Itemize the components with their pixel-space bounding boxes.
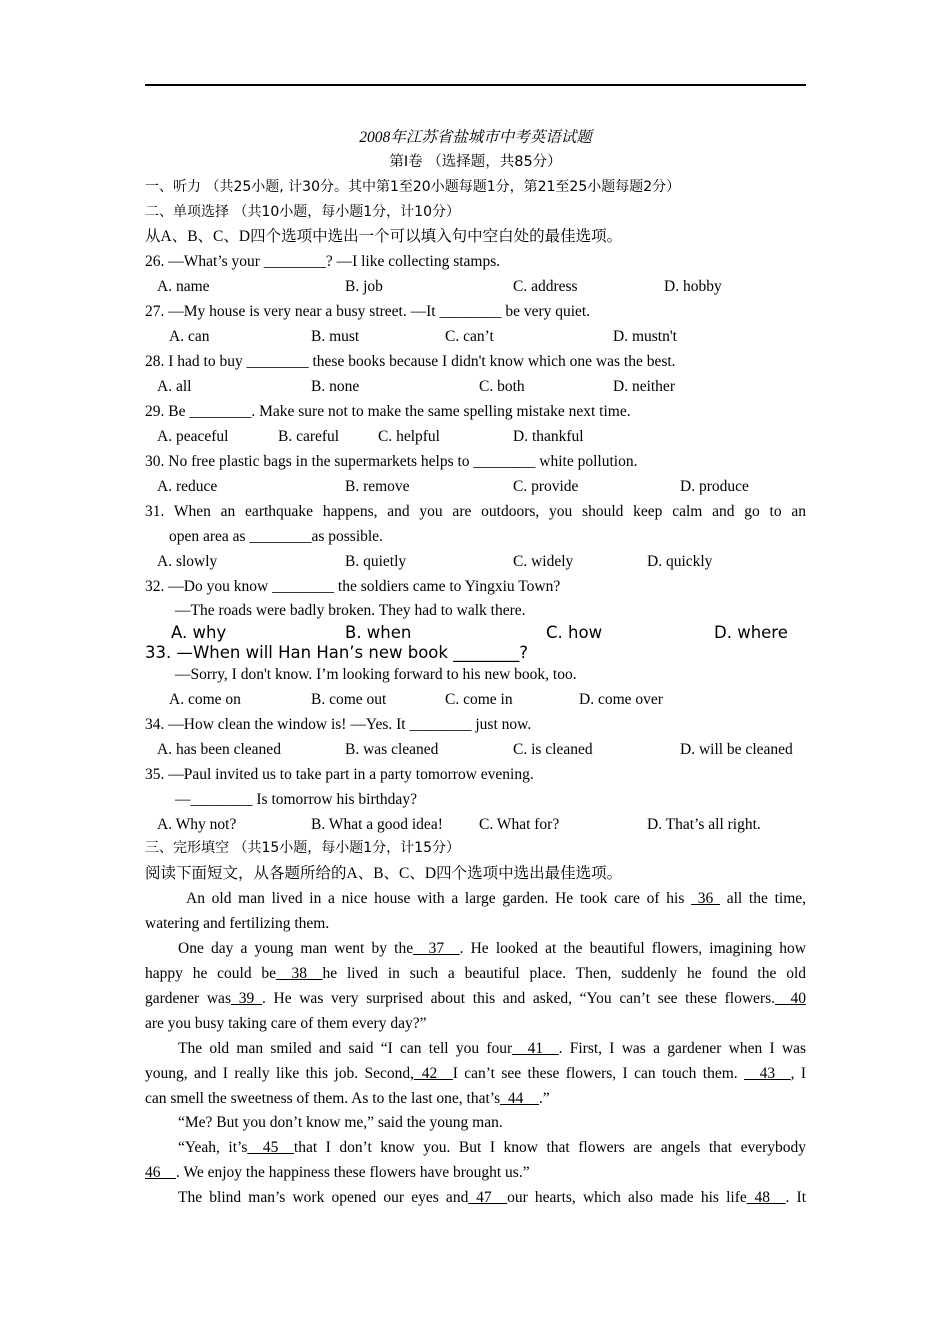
question-stem-continued: —The roads were badly broken. They had to walk there. [175, 602, 526, 619]
option: C. What for? [479, 816, 560, 833]
passage-line: happy he could be__38__he lived in such a beautiful place. Then, suddenly he found the old [145, 965, 806, 982]
option: B. must [311, 328, 360, 345]
option: B. was cleaned [345, 741, 439, 758]
option: B. none [311, 378, 360, 395]
option: D. produce [680, 478, 749, 495]
passage-line: are you busy taking care of them every day?” [145, 1015, 427, 1032]
passage-line: An old man lived in a nice house with a large garden. He took care of his 36 all the time, [186, 890, 807, 907]
option: A. slowly [157, 553, 218, 570]
option: A. name [157, 278, 210, 295]
page-title: 2008年江苏省盐城市中考英语试题 [359, 129, 592, 146]
question-stem: 32. —Do you know ________ the soldiers came to Yingxiu Town? [145, 578, 561, 595]
blank: __40 [775, 990, 806, 1007]
blank: _44__ [500, 1090, 539, 1107]
option: A. peaceful [157, 428, 229, 445]
section-cloze-instruction: 阅读下面短文，从各题所给的A、B、C、D四个选项中选出最佳选项。 [145, 865, 623, 882]
option: A. can [169, 328, 210, 345]
option: C. address [513, 278, 578, 295]
option: A. Why not? [157, 816, 237, 833]
question-stem-continued: —________ Is tomorrow his birthday? [175, 791, 417, 808]
option: C. both [479, 378, 525, 395]
option: B. What a good idea! [311, 816, 443, 833]
passage-line: “Yeah, it’s__45__that I don’t know you. But I know that flowers are angels that everybody [178, 1139, 807, 1156]
section-listening: 一、听力 （共25小题, 计30分。其中第1至20小题每题1分，第21至25小题每题2分） [145, 179, 681, 195]
blank: __37__ [413, 940, 460, 957]
section-cloze: 三、完形填空 （共15小题，每小题1分，计15分） [145, 840, 460, 856]
option: C. can’t [445, 328, 494, 345]
passage-line: The old man smiled and said “I can tell you four__41__. First, I was a gardener when I was [178, 1040, 806, 1057]
blank: _47__ [468, 1189, 508, 1206]
question-stem: 35. —Paul invited us to take part in a party tomorrow evening. [145, 766, 534, 783]
question-stem: 34. —How clean the window is! —Yes. It ________ just now. [145, 716, 532, 733]
question-stem: 29. Be ________. Make sure not to make the same spelling mistake next time. [145, 403, 631, 420]
option: A. all [157, 378, 192, 395]
passage-line: can smell the sweetness of them. As to the last one, that’s_44__.” [145, 1090, 550, 1107]
option: A. come on [169, 691, 241, 708]
option: B. quietly [345, 553, 407, 570]
option: C. provide [513, 478, 579, 495]
option: B. remove [345, 478, 410, 495]
question-stem: 30. No free plastic bags in the supermarkets helps to ________ white pollution. [145, 453, 638, 470]
question-stem: 26. —What’s your ________? —I like collecting stamps. [145, 253, 501, 270]
passage-line: The blind man’s work opened our eyes and_47__our hearts, which also made his life_48__. It [178, 1189, 807, 1206]
option: D. will be cleaned [680, 741, 793, 758]
option: B. come out [311, 691, 387, 708]
option: B. when [345, 623, 412, 642]
passage-line: young, and I really like this job. Second,_42__I can’t see these flowers, I can touch them. __43__, I [145, 1065, 806, 1082]
option: D. quickly [647, 553, 713, 570]
option: C. come in [445, 691, 513, 708]
option: D. neither [613, 378, 675, 395]
blank: _39_ [230, 990, 262, 1007]
option: D. come over [579, 691, 663, 708]
section-single-choice-instruction: 从A、B、C、D四个选项中选出一个可以填入句中空白处的最佳选项。 [145, 228, 623, 245]
option: D. where [714, 623, 788, 642]
option: C. helpful [378, 428, 440, 445]
question-stem: 28. I had to buy ________ these books because I didn't know which one was the best. [145, 353, 676, 370]
option: D. hobby [664, 278, 722, 295]
passage-line: “Me? But you don’t know me,” said the young man. [178, 1114, 503, 1131]
section-single-choice: 二、单项选择 （共10小题，每小题1分，计10分） [145, 204, 460, 220]
blank: __38__ [276, 965, 323, 982]
option: C. is cleaned [513, 741, 593, 758]
page-subtitle: 第Ⅰ卷 （选择题，共85分） [389, 154, 562, 170]
option: D. mustn't [613, 328, 677, 345]
blank: 46__ [145, 1164, 176, 1181]
option: B. job [345, 278, 383, 295]
blank: __45__ [247, 1139, 294, 1156]
blank: _42__ [413, 1065, 453, 1082]
passage-line: 46__. We enjoy the happiness these flowers have brought us.” [145, 1164, 530, 1181]
question-stem: 27. —My house is very near a busy street. —It ________ be very quiet. [145, 303, 591, 320]
passage-line: One day a young man went by the__37__. He looked at the beautiful flowers, imagining how [178, 940, 806, 957]
option: B. careful [278, 428, 340, 445]
blank: 36 [691, 890, 721, 907]
question-stem-continued: —Sorry, I don't know. I’m looking forward to his new book, too. [175, 666, 577, 683]
option: A. reduce [157, 478, 218, 495]
passage-line: gardener was_39_. He was very surprised about this and asked, “You can’t see these flowers.__40 [145, 990, 806, 1007]
passage-line: watering and fertilizing them. [145, 915, 330, 932]
blank: _48__ [746, 1189, 786, 1206]
option: D. thankful [513, 428, 584, 445]
option: C. widely [513, 553, 574, 570]
blank: __43__ [744, 1065, 791, 1082]
question-stem: 33. —When will Han Han’s new book ________? [145, 643, 528, 662]
question-stem-continued: open area as ________as possible. [169, 528, 383, 545]
option: D. That’s all right. [647, 816, 761, 833]
option: A. has been cleaned [157, 741, 281, 758]
top-rule [145, 84, 806, 86]
blank: __41__ [512, 1040, 559, 1057]
option: C. how [546, 623, 603, 642]
option: A. why [171, 623, 227, 642]
question-stem: 31. When an earthquake happens, and you are outdoors, you should keep calm and go to an [145, 503, 806, 520]
